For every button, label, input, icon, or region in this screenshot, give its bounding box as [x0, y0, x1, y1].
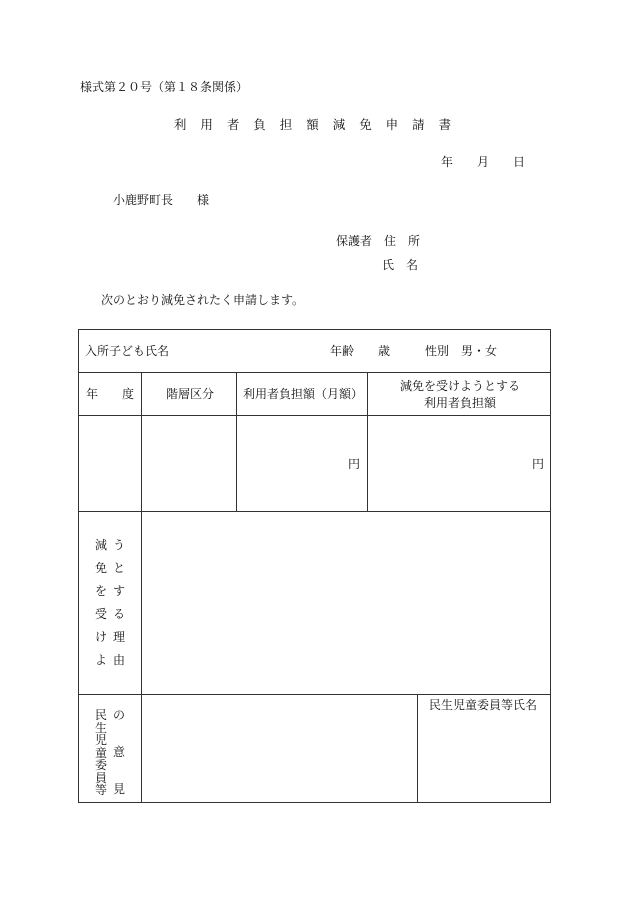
table-rule: [78, 372, 551, 373]
applicant-address-label: 保護者 住 所: [336, 234, 421, 248]
date-month: 月: [477, 155, 490, 169]
reason-char: 免: [94, 561, 107, 575]
reason-char: る: [112, 607, 125, 621]
applicant-name-label: 氏 名: [382, 258, 419, 272]
reason-char: を: [94, 584, 107, 598]
opinion-char: 等: [94, 783, 107, 797]
reason-label-col1: [94, 534, 108, 672]
reason-char: よ: [94, 653, 107, 667]
table-rule: [367, 372, 368, 511]
addressee: 小鹿野町長 様: [113, 193, 210, 207]
opinion-char: 生: [94, 720, 107, 735]
reason-char: と: [112, 561, 125, 575]
table-rule: [78, 415, 551, 416]
table-rule: [141, 511, 142, 803]
opinion-char: 児: [94, 733, 107, 747]
header-monthly-fee: 利用者負担額（月額）: [243, 387, 364, 401]
reason-char: 由: [112, 653, 125, 667]
yen-unit-monthly: 円: [348, 457, 361, 471]
reason-char: 減: [94, 538, 107, 552]
opinion-label-col2: [112, 709, 126, 796]
yen-unit-reduced: 円: [532, 457, 545, 471]
reason-char: 受: [94, 607, 107, 621]
opinion-char: 童: [94, 745, 107, 760]
reason-label-col2: [112, 534, 126, 672]
table-rule: [417, 694, 418, 803]
opinion-char: 見: [112, 782, 125, 796]
date-line: [441, 156, 525, 168]
request-text: 次のとおり減免されたく申請します。: [101, 293, 305, 307]
form-number: 様式第２０号（第１８条関係）: [80, 80, 249, 94]
opinion-char: 委: [94, 758, 107, 772]
date-day: 日: [513, 155, 526, 169]
reason-char: う: [112, 538, 125, 552]
header-reduced-fee-line2: 利用者負担額: [424, 396, 497, 410]
gender-label: 性別 男・女: [425, 344, 498, 358]
table-rule: [78, 511, 551, 512]
table-rule: [141, 372, 142, 511]
commissioner-name-label: 民生児童委員等氏名: [429, 698, 538, 712]
date-year: 年: [441, 155, 454, 169]
header-year: 年 度: [86, 387, 135, 401]
age-label: 年齢 歳: [330, 344, 391, 358]
child-name-label: 入所子ども氏名: [85, 344, 170, 358]
reason-char: す: [112, 584, 125, 598]
opinion-char: の: [112, 708, 125, 722]
header-tier: 階層区分: [166, 387, 215, 401]
header-reduced-fee-line1: 減免を受けようとする: [400, 379, 521, 393]
opinion-char: 員: [94, 770, 107, 785]
reason-char: け: [94, 630, 107, 644]
table-rule: [78, 694, 551, 695]
table-rule: [236, 372, 237, 511]
opinion-char: 民: [94, 708, 107, 722]
document-title: 利 用 者 負 担 額 減 免 申 請 書: [173, 117, 457, 132]
opinion-label-col1: [94, 709, 108, 797]
opinion-char: 意: [112, 745, 125, 759]
reason-char: 理: [112, 630, 125, 644]
